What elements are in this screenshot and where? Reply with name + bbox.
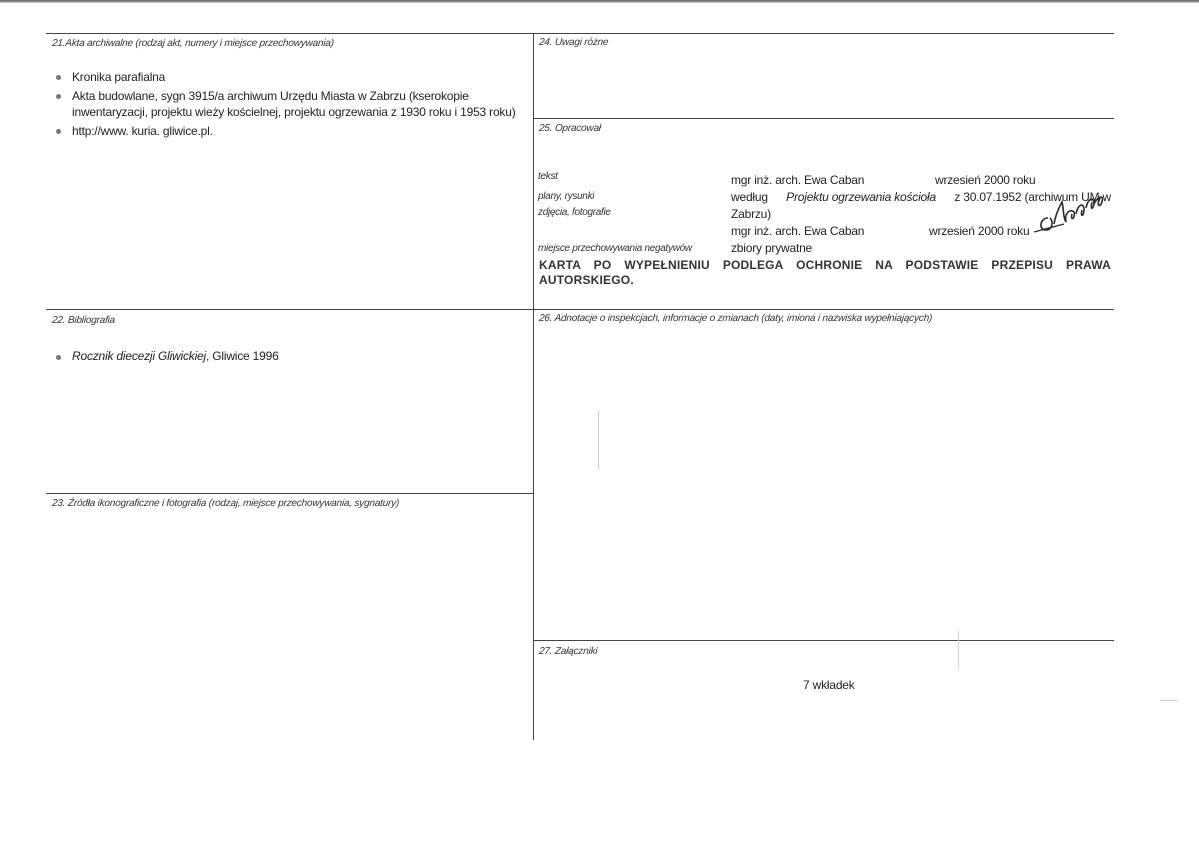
author-text-date: wrzesień 2000 roku [935,173,1036,187]
plans-label: plany, rysunki [538,191,595,202]
handwritten-signature-icon [1030,188,1110,238]
scan-speck [598,410,599,470]
section-21-label: 21.Akta archiwalne (rodzaj akt, numery i miejsce przechowywania) [51,38,335,49]
bullet-dot-icon [56,129,61,134]
negatives-label: miejsce przechowywania negatywów [538,243,692,254]
section-22-label: 22. Bibliografia [51,315,116,326]
section-26-label: 26. Adnotacje o inspekcjach, informacje o zmianach (daty, imiona i nazwiska wypełniających) [538,313,933,324]
photos-label: zdjęcia, fotografie [538,207,611,218]
scan-speck [1160,700,1178,701]
plans-source-continued: Zabrzu) [731,207,771,221]
frame-top-line [46,33,1114,34]
attachments-count: 7 wkładek [803,678,855,692]
negatives-location: zbiory prywatne [731,241,813,255]
section-24-label: 24. Uwagi różne [538,37,609,48]
plans-prefix: według [731,190,768,204]
author-text-name: mgr inż. arch. Ewa Caban [731,173,865,187]
plans-archive: z 30.07.1952 (archiwum UM w [954,190,1111,204]
scan-speck [958,630,959,670]
bullet-dot-icon [56,94,61,99]
list-item-text-continued: inwentaryzacji, projektu wieży kościelnej, projektu ogrzewania z 1930 roku i 1953 roku) [72,105,516,119]
bullet-dot-icon [56,75,61,80]
scan-top-edge [0,0,1199,3]
photos-date: wrzesień 2000 roku [929,224,1030,238]
list-item-text: Kronika parafialna [72,70,166,84]
divider-21-22 [46,309,1114,310]
bibliography-details: , Gliwice 1996 [205,349,279,363]
section-27-label: 27. Załączniki [538,646,598,657]
author-text-label: tekst [538,171,558,182]
section-25-label: 25. Opracował [538,123,602,134]
bullet-dot-icon [56,355,61,360]
bibliography-item [72,348,279,364]
bibliography-title: Rocznik diecezji Gliwickiej [72,349,206,363]
section-23-label: 23. Źródła ikonograficzne i fotografia (rodzaj, miejsce przechowywania, sygnatury) [51,498,400,509]
column-divider [533,33,534,740]
divider-24-25 [533,118,1114,119]
copyright-notice: KARTA PO WYPEŁNIENIU PODLEGA OCHRONIE NA PODSTAWIE PRZEPISU PRAWA AUTORSKIEGO. [539,258,1111,287]
list-item-text: http://www. kuria. gliwice.pl. [72,124,213,138]
plans-document-title: Projektu ogrzewania kościoła [786,190,936,204]
list-item-text: Akta budowlane, sygn 3915/a archiwum Urzędu Miasta w Zabrzu (kserokopie [72,89,469,103]
divider-22-23 [46,493,533,494]
divider-26-27 [533,640,1114,641]
photos-author: mgr inż. arch. Ewa Caban [731,224,865,238]
